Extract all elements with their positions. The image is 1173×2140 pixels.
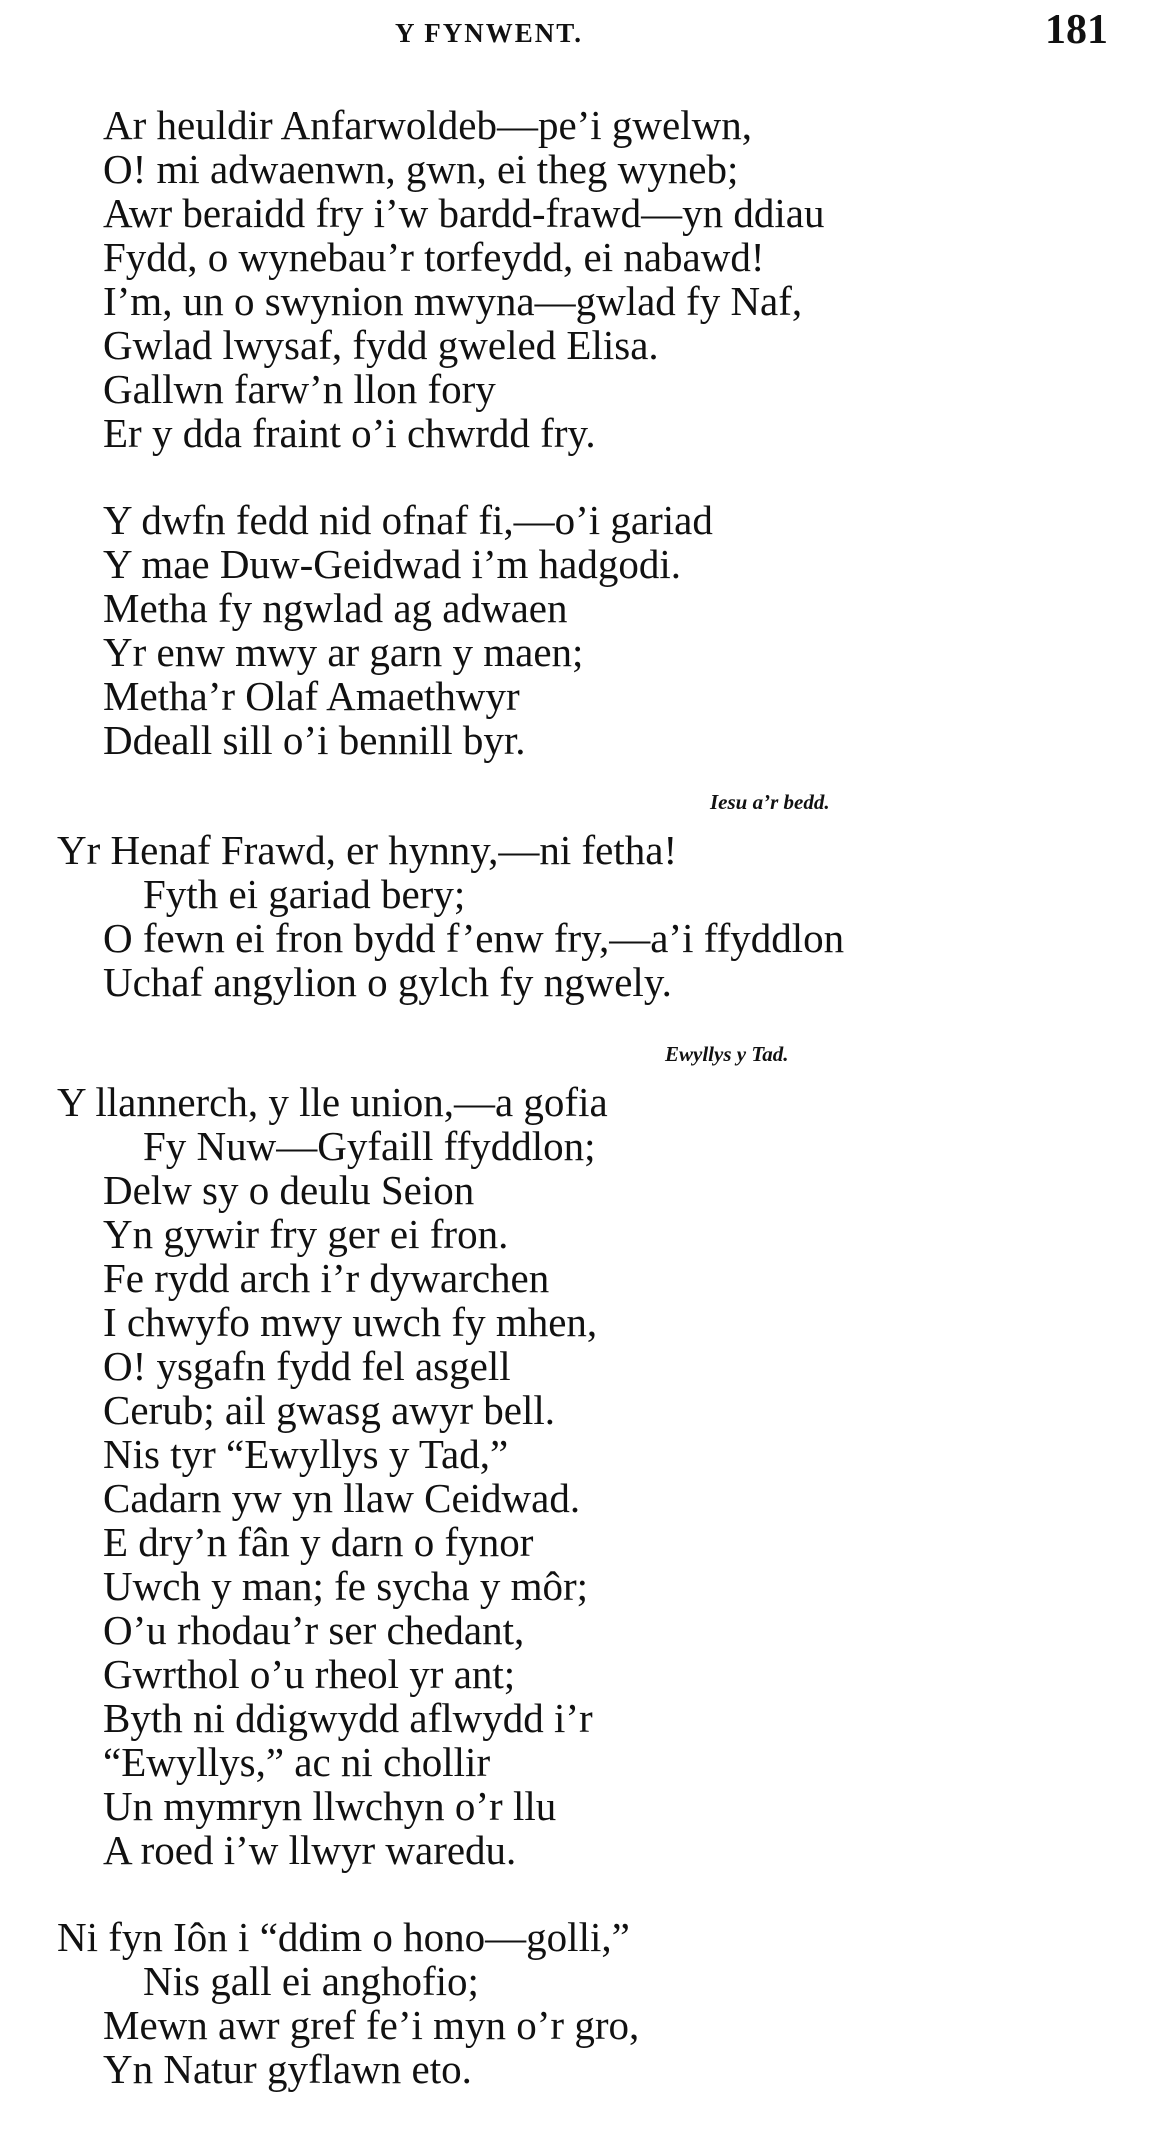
verse-line: Cerub; ail gwasg awyr bell. [103, 1387, 556, 1433]
verse-line: Uchaf angylion o gylch fy ngwely. [103, 959, 672, 1005]
verse-line: Ar heuldir Anfarwoldeb—pe’i gwelwn, [103, 102, 752, 148]
verse-line: Gwrthol o’u rheol yr ant; [103, 1651, 516, 1697]
stanza-1 [0, 103, 824, 455]
verse-line: Cadarn yw yn llaw Ceidwad. [103, 1475, 581, 1521]
verse-line: I’m, un o swynion mwyna—gwlad fy Naf, [103, 278, 803, 324]
verse-line: Nis gall ei anghofio; [143, 1958, 479, 2004]
verse-line: “Ewyllys,” ac ni chollir [103, 1739, 491, 1785]
verse-line: Gallwn farw’n llon fory [103, 366, 496, 412]
verse-line: Ddeall sill o’i bennill byr. [103, 717, 526, 763]
verse-line: Y mae Duw-Geidwad i’m hadgodi. [103, 541, 682, 587]
verse-line: Ni fyn Iôn i “ddim o hono—golli,” [57, 1914, 630, 1960]
verse-line: Nis tyr “Ewyllys y Tad,” [103, 1431, 509, 1477]
running-title: Y FYNWENT. [395, 18, 583, 48]
stanza-2 [0, 498, 713, 762]
verse-line: Un mymryn llwchyn o’r llu [103, 1783, 557, 1829]
verse-line: E dry’n fân y darn o fynor [103, 1519, 534, 1565]
verse-line: Yn gywir fry ger ei fron. [103, 1211, 509, 1257]
stanza-5 [0, 1915, 639, 2091]
verse-line: Y llannerch, y lle union,—a gofia [57, 1079, 608, 1125]
stanza-3 [0, 828, 844, 1004]
margin-note-iesu: Iesu a’r bedd. [710, 790, 830, 814]
verse-line: Byth ni ddigwydd aflwydd i’r [103, 1695, 593, 1741]
page-number: 181 [1045, 7, 1108, 53]
verse-line: I chwyfo mwy uwch fy mhen, [103, 1299, 598, 1345]
verse-line: A roed i’w llwyr waredu. [103, 1827, 517, 1873]
verse-line: Y dwfn fedd nid ofnaf fi,—o’i gariad [103, 497, 713, 543]
verse-line: Yr enw mwy ar garn y maen; [103, 629, 584, 675]
verse-line: Fe rydd arch i’r dywarchen [103, 1255, 550, 1301]
verse-line: Awr beraidd fry i’w bardd-frawd—yn ddiau [103, 190, 825, 236]
verse-line: Mewn awr gref fe’i myn o’r gro, [103, 2002, 640, 2048]
verse-line: Yn Natur gyflawn eto. [103, 2046, 472, 2092]
verse-line: Metha’r Olaf Amaethwyr [103, 673, 520, 719]
verse-line: O! mi adwaenwn, gwn, ei theg wyneb; [103, 146, 739, 192]
verse-line: Uwch y man; fe sycha y môr; [103, 1563, 589, 1609]
stanza-4 [0, 1080, 608, 1872]
verse-line: Delw sy o deulu Seion [103, 1167, 475, 1213]
verse-line: Fyth ei gariad bery; [143, 871, 466, 917]
verse-line: Metha fy ngwlad ag adwaen [103, 585, 568, 631]
verse-line: O! ysgafn fydd fel asgell [103, 1343, 511, 1389]
verse-line: Gwlad lwysaf, fydd gweled Elisa. [103, 322, 659, 368]
verse-line: Fydd, o wynebau’r torfeydd, ei nabawd! [103, 234, 765, 280]
verse-line: O fewn ei fron bydd f’enw fry,—a’i ffyddlon [103, 915, 845, 961]
verse-line: Er y dda fraint o’i chwrdd fry. [103, 410, 596, 456]
verse-line: Yr Henaf Frawd, er hynny,—ni fetha! [57, 827, 678, 873]
verse-line: Fy Nuw—Gyfaill ffyddlon; [143, 1123, 596, 1169]
verse-line: O’u rhodau’r ser chedant, [103, 1607, 525, 1653]
margin-note-ewyllys: Ewyllys y Tad. [665, 1042, 789, 1066]
